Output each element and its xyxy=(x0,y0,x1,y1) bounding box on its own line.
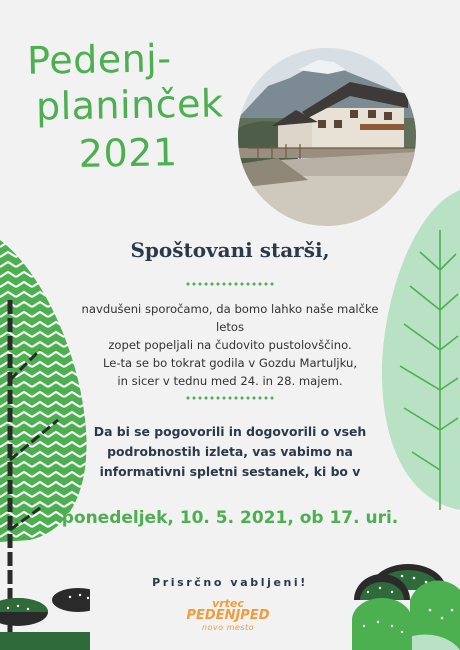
logo-line-1: vrtec xyxy=(212,597,244,610)
dotted-divider xyxy=(185,282,275,286)
title-line-1: Pedenj- xyxy=(26,36,172,83)
title-year: 2021 xyxy=(78,130,178,176)
meeting-invitation-paragraph xyxy=(80,422,380,482)
poster-title xyxy=(27,34,229,177)
announcement-paragraph xyxy=(70,300,390,390)
paragraph-line: informativni spletni sestanek, ki bo v xyxy=(99,464,361,479)
paragraph-line: zopet popeljali na čudovito pustolovščino. xyxy=(108,338,352,352)
greeting-heading: Spoštovani starši, xyxy=(130,238,330,262)
paragraph-line: in sicer v tednu med 24. in 28. majem. xyxy=(117,374,343,388)
paragraph-line: navdušeni sporočamo, da bomo lahko naše malčke letos xyxy=(81,302,379,334)
kindergarten-logo xyxy=(178,598,278,632)
title-line-2: planinček xyxy=(35,81,224,129)
logo-line-2: PEDENJPED xyxy=(186,608,270,623)
meeting-date: ponedeljek, 10. 5. 2021, ob 17. uri. xyxy=(61,508,399,528)
logo-line-3: novo mesto xyxy=(201,623,255,632)
paragraph-line: podrobnostih izleta, vas vabimo na xyxy=(107,444,353,459)
mountain-house-photo xyxy=(238,48,416,226)
paragraph-line: Le-ta se bo tokrat godila v Gozdu Martuljku, xyxy=(102,356,358,370)
closing-greeting: Prisrčno vabljeni! xyxy=(152,576,308,589)
dotted-divider xyxy=(185,396,275,400)
paragraph-line: Da bi se pogovorili in dogovorili o vseh xyxy=(93,424,367,439)
bottom-right-bushes-illustration xyxy=(352,560,412,650)
